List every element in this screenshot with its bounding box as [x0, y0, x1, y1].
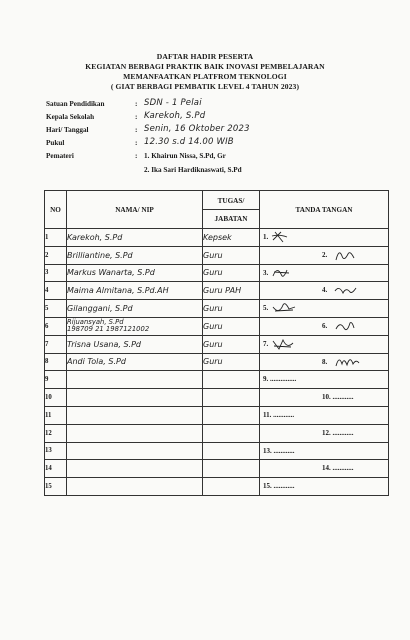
header-program: ( GIAT BERBAGI PEMBATIK LEVEL 4 TAHUN 2023) [110, 82, 300, 91]
signature-cell [260, 424, 389, 442]
participant-name: Maima Almitana, S.Pd.AH [67, 282, 203, 300]
participant-name: Rijuansyah, S.Pd 198709 21 1987121002 [67, 317, 203, 335]
signature-number: 2. [322, 250, 328, 259]
table-row [45, 353, 389, 371]
table-header-row [45, 191, 389, 229]
signature-number: 1. [263, 233, 269, 241]
signature-number: 12. ............ [322, 428, 354, 437]
participant-position: Guru PAH [203, 282, 260, 300]
participant-position: Guru [203, 335, 260, 353]
signature-cell [260, 406, 389, 424]
signature-scribble [271, 337, 299, 352]
signature-cell [260, 229, 389, 247]
signature-slot [263, 304, 268, 312]
signature-slot [263, 482, 295, 490]
signature-cell [260, 442, 389, 460]
table-row [45, 371, 389, 389]
participant-name [67, 442, 203, 460]
signature-slot [263, 411, 294, 419]
signature-number: 7. [263, 339, 269, 348]
signature-number: 15. ............ [263, 482, 295, 491]
participant-name [67, 478, 203, 496]
row-number: 11 [45, 406, 67, 424]
row-number: 15 [45, 478, 67, 496]
document-header [0, 52, 410, 92]
signature-cell [260, 264, 389, 282]
table-row [45, 317, 389, 335]
table-row [45, 335, 389, 353]
value-principal: Karekoh, S.Pd [144, 111, 206, 121]
row-number: 14 [45, 460, 67, 478]
info-row-school: Satuan Pendidikan : SDN - 1 Pelai [46, 98, 202, 108]
row-number: 13 [45, 442, 67, 460]
signature-number: 10. ............ [322, 393, 354, 402]
signature-number: 3. [263, 268, 269, 277]
participant-name: Andi Tola, S.Pd [67, 353, 203, 371]
signature-slot [263, 233, 268, 241]
table-row [45, 424, 389, 442]
participant-position: Guru [203, 300, 260, 318]
signature-cell [260, 353, 389, 371]
participant-position [203, 406, 260, 424]
signature-scribble [271, 301, 299, 316]
event-info [46, 100, 386, 179]
info-row-time: Pukul : 12.30 s.d 14.00 WIB [46, 137, 234, 147]
table-row [45, 282, 389, 300]
table-row [45, 442, 389, 460]
row-number: 5 [45, 300, 67, 318]
participant-name [67, 371, 203, 389]
signature-slot [322, 464, 354, 472]
signature-cell [260, 300, 389, 318]
row-number: 6 [45, 317, 67, 335]
table-row [45, 246, 389, 264]
signature-scribble [271, 230, 299, 245]
participant-position: Guru [203, 246, 260, 264]
row-number: 9 [45, 371, 67, 389]
attendance-table [44, 190, 389, 496]
signature-number: 8. [322, 357, 328, 366]
header-subtitle: MEMANFAATKAN PLATFROM TEKNOLOGI [123, 72, 287, 81]
participant-name: Markus Wanarta, S.Pd [67, 264, 203, 282]
signature-slot [322, 251, 327, 259]
participant-nip: 198709 21 1987121002 [67, 325, 150, 334]
row-number: 4 [45, 282, 67, 300]
info-row-date: Hari/ Tanggal : Senin, 16 Oktober 2023 [46, 124, 250, 134]
signature-slot [322, 286, 327, 294]
table-row [45, 300, 389, 318]
participant-name [67, 424, 203, 442]
signature-slot [263, 375, 296, 383]
signature-scribble [334, 355, 362, 370]
participant-name: Karekoh, S.Pd [67, 229, 203, 247]
signature-cell [260, 246, 389, 264]
participant-position: Kepsek [203, 229, 260, 247]
signature-cell [260, 460, 389, 478]
signature-scribble [271, 266, 299, 281]
header-job-top: TUGAS/ [217, 196, 245, 205]
row-number: 7 [45, 335, 67, 353]
speaker-1: 1. Khairun Nissa, S.Pd, Gr [144, 152, 226, 160]
participant-name [67, 406, 203, 424]
signature-cell [260, 317, 389, 335]
signature-cell [260, 371, 389, 389]
signature-slot [322, 393, 354, 401]
signature-scribble [334, 283, 362, 298]
signature-cell [260, 335, 389, 353]
participant-name [67, 460, 203, 478]
participant-name: Brilliantine, S.Pd [67, 246, 203, 264]
signature-number: 13. ............ [263, 446, 295, 455]
table-row [45, 460, 389, 478]
value-date: Senin, 16 Oktober 2023 [144, 124, 250, 134]
signature-slot [322, 429, 354, 437]
row-number: 8 [45, 353, 67, 371]
participant-position [203, 442, 260, 460]
participant-position [203, 371, 260, 389]
signature-slot [322, 322, 327, 330]
signature-cell [260, 478, 389, 496]
info-row-speaker-2 [46, 166, 386, 179]
info-row-speaker: Pemateri : 1. Khairun Nissa, S.Pd, Gr [46, 152, 226, 160]
row-number: 1 [45, 229, 67, 247]
label-speaker: Pemateri [46, 152, 74, 160]
signature-cell [260, 389, 389, 407]
info-row-principal: Kepala Sekolah : Karekoh, S.Pd [46, 111, 206, 121]
participant-name [67, 389, 203, 407]
signature-slot [322, 358, 327, 366]
label-principal: Kepala Sekolah [46, 113, 95, 121]
signature-number: 5. [263, 304, 269, 313]
label-date: Hari/ Tanggal [46, 126, 89, 134]
signature-number: 4. [322, 286, 328, 295]
signature-slot [263, 340, 268, 348]
signature-number: 9. ............... [263, 375, 297, 384]
signature-cell [260, 282, 389, 300]
participant-position [203, 460, 260, 478]
signature-scribble [334, 319, 362, 334]
participant-position: Guru [203, 264, 260, 282]
header-event: KEGIATAN BERBAGI PRAKTIK BAIK INOVASI PEMBELAJARAN [85, 62, 325, 71]
participant-position: Guru [203, 317, 260, 335]
participant-position: Guru [203, 353, 260, 371]
signature-number: 14. ............ [322, 464, 354, 473]
participant-name: Gilanggani, S.Pd [67, 300, 203, 318]
label-time: Pukul [46, 139, 65, 147]
participant-position [203, 424, 260, 442]
row-number: 12 [45, 424, 67, 442]
header-signature: TANDA TANGAN [260, 191, 389, 229]
table-row [45, 406, 389, 424]
speaker-2: 2. Ika Sari Hardiknaswati, S.Pd [144, 166, 242, 174]
signature-number: 6. [322, 321, 328, 330]
value-time: 12.30 s.d 14.00 WIB [144, 137, 234, 147]
signature-number: 11. ............ [263, 410, 295, 419]
row-number: 2 [45, 246, 67, 264]
header-no: NO [45, 191, 67, 229]
value-school: SDN - 1 Pelai [144, 98, 202, 108]
signature-slot [263, 269, 268, 277]
header-job-bottom: JABATAN [214, 214, 248, 223]
signature-slot [263, 447, 295, 455]
header-job [203, 191, 260, 229]
table-row [45, 229, 389, 247]
row-number: 10 [45, 389, 67, 407]
header-title: DAFTAR HADIR PESERTA [156, 52, 254, 61]
table-row [45, 264, 389, 282]
participant-position [203, 478, 260, 496]
header-name: NAMA/ NIP [67, 191, 203, 229]
participant-name: Trisna Usana, S.Pd [67, 335, 203, 353]
table-row [45, 478, 389, 496]
signature-scribble [334, 248, 362, 263]
table-row [45, 389, 389, 407]
label-school: Satuan Pendidikan [46, 100, 105, 108]
row-number: 3 [45, 264, 67, 282]
participant-position [203, 389, 260, 407]
